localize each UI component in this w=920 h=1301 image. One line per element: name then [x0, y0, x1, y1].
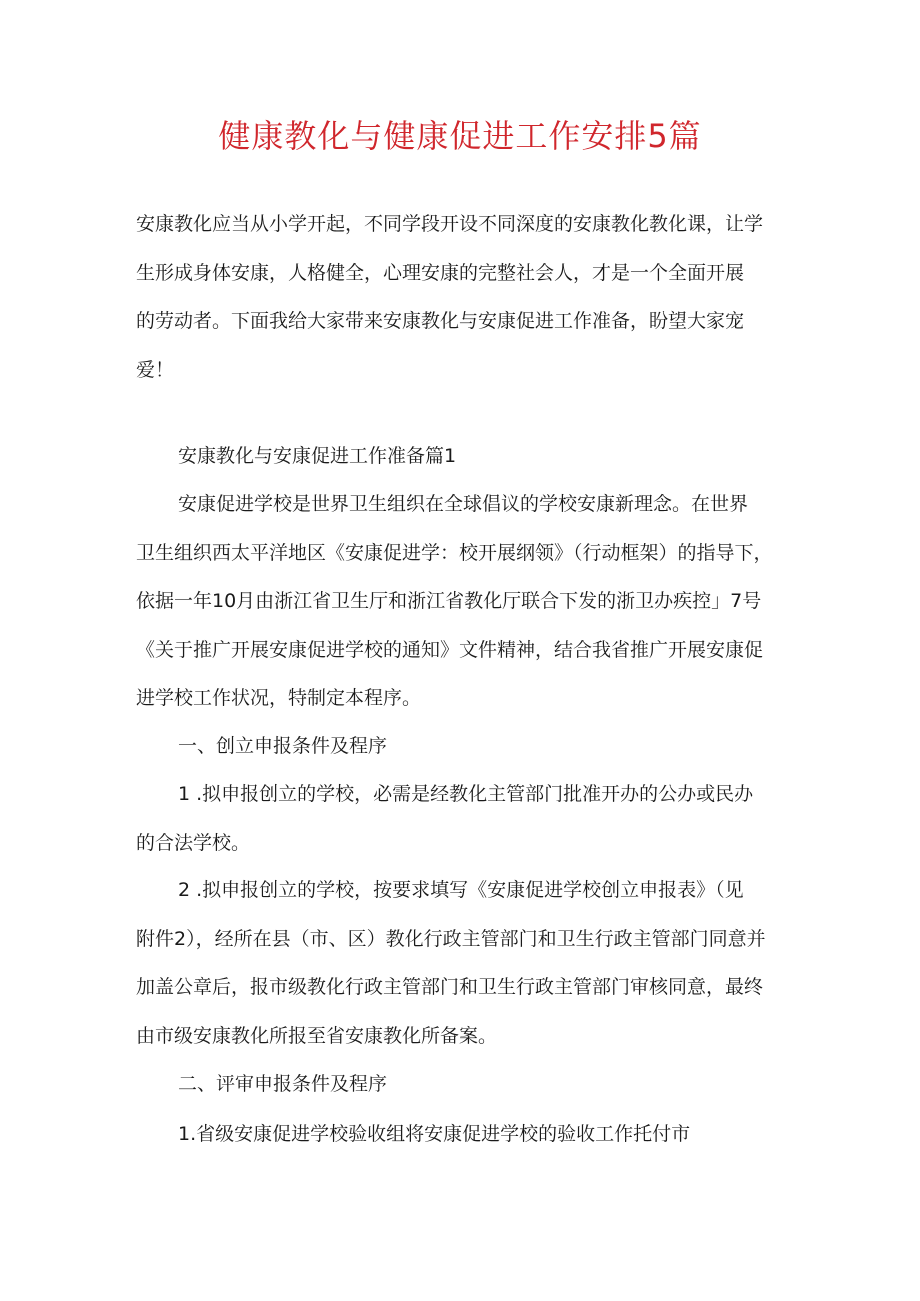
text-line: 安康教化与安康促进工作准备篇1 [178, 445, 457, 467]
text-line: 的劳动者。下面我给大家带来安康教化与安康促进工作准备，盼望大家宠 [136, 310, 745, 332]
text-line: 进学校工作状况，特制定本程序。 [136, 687, 422, 709]
section-heading [136, 432, 796, 481]
heading-1 [136, 722, 796, 771]
text-line: 安康促进学校是世界卫生组织在全球倡议的学校安康新理念。在世界 [178, 493, 749, 515]
text-line: 二、评审申报条件及程序 [178, 1073, 388, 1095]
document-title: 健康教化与健康促进工作安排5篇 [218, 117, 702, 155]
item-3 [136, 1110, 796, 1159]
text-line: 1 .拟申报创立的学校，必需是经教化主管部门批准开办的公办或民办 [178, 783, 754, 805]
text-line: 的合法学校。 [136, 831, 251, 854]
text-line: 1.省级安康促进学校验收组将安康促进学校的验收工作托付市 [178, 1123, 691, 1145]
text-line: 生形成身体安康，人格健全，心理安康的完整社会人，才是一个全面开展 [136, 261, 745, 284]
item-2 [136, 866, 796, 1060]
text-line: 加盖公章后，报市级教化行政主管部门和卫生行政主管部门审核同意，最终 [136, 976, 764, 998]
text-line: 安康教化应当从小学开起，不同学段开设不同深度的安康教化教化课，让学 [136, 213, 764, 235]
text-line: 一、创立申报条件及程序 [178, 735, 388, 757]
text-line: 卫生组织西太平洋地区《安康促进学：校开展纲领》（行动框架）的指导下， [136, 541, 773, 564]
text-line: 2 .拟申报创立的学校，按要求填写《安康促进学校创立申报表》（见 [178, 879, 744, 901]
intro-paragraph [136, 200, 796, 394]
item-1 [136, 770, 796, 867]
text-line: 由市级安康教化所报至省安康教化所备案。 [136, 1024, 498, 1047]
text-line: 《关于推广开展安康促进学校的通知》文件精神，结合我省推广开展安康促 [136, 638, 764, 661]
text-line: 依据一年10月由浙江省卫生厅和浙江省教化厅联合下发的浙卫办疾控」7号 [136, 590, 762, 612]
text-line: 爱！ [136, 358, 175, 381]
text-line: 附件2），经所在县（市、区）教化行政主管部门和卫生行政主管部门同意并 [136, 927, 766, 950]
paragraph-1 [136, 480, 796, 723]
heading-2 [136, 1060, 796, 1109]
